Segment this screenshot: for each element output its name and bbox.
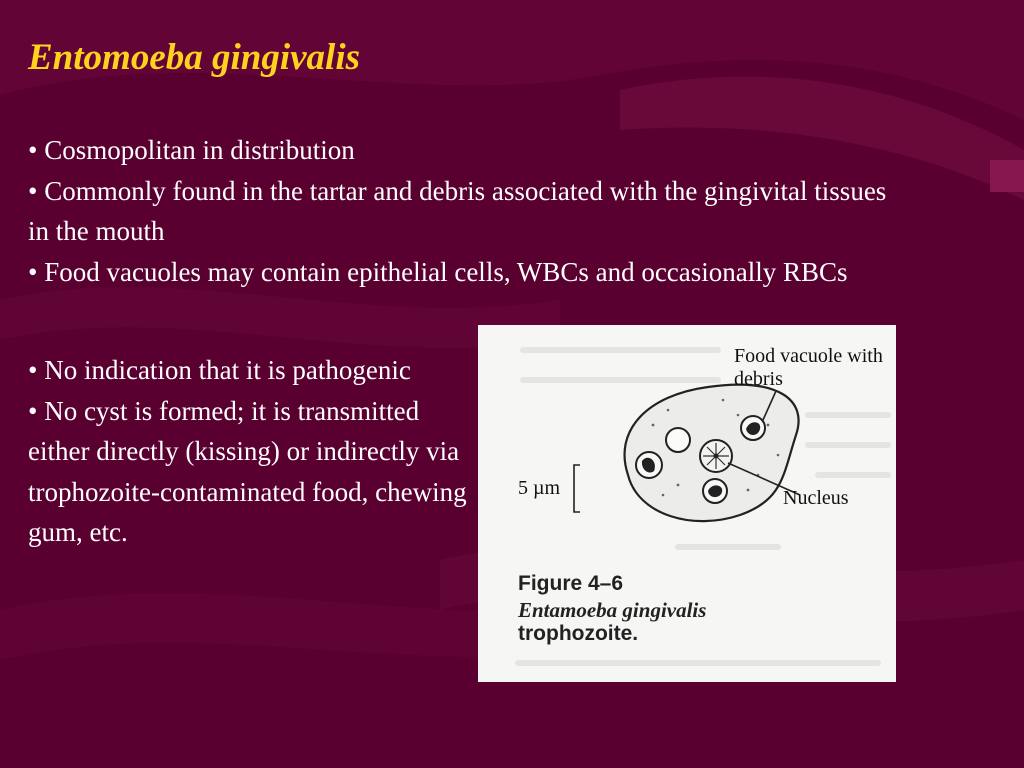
nucleus-label: Nucleus [783,487,849,509]
trophozoite-figure [478,325,896,682]
bullet-item: • Food vacuoles may contain epithelial cells, WBCs and occasionally RBCs [28,256,848,287]
bullet-item: • No indication that it is pathogenic [28,355,411,385]
bullet-item: • No cyst is formed; it is transmitted either directly (kissing) or indirectly via trophozoite-contaminated food, chewing gum, etc. [28,395,467,547]
slide-title: Entomoeba gingivalis [28,37,361,78]
bullet-item: • Commonly found in the tartar and debris associated with the gingivital tissues in the mouth [28,175,887,246]
figure-number: Figure 4–6 [518,572,624,595]
left-bullet-list [28,350,468,553]
scale-bar-label: 5 µm [518,477,561,499]
figure-species-name: Entamoeba gingivalis [518,598,707,622]
bullet-item: • Cosmopolitan in distribution [28,135,355,165]
figure-stage-label: trophozoite. [518,622,639,645]
top-bullet-list [28,130,908,292]
food-vacuole-label: Food vacuole with debris [734,345,883,390]
